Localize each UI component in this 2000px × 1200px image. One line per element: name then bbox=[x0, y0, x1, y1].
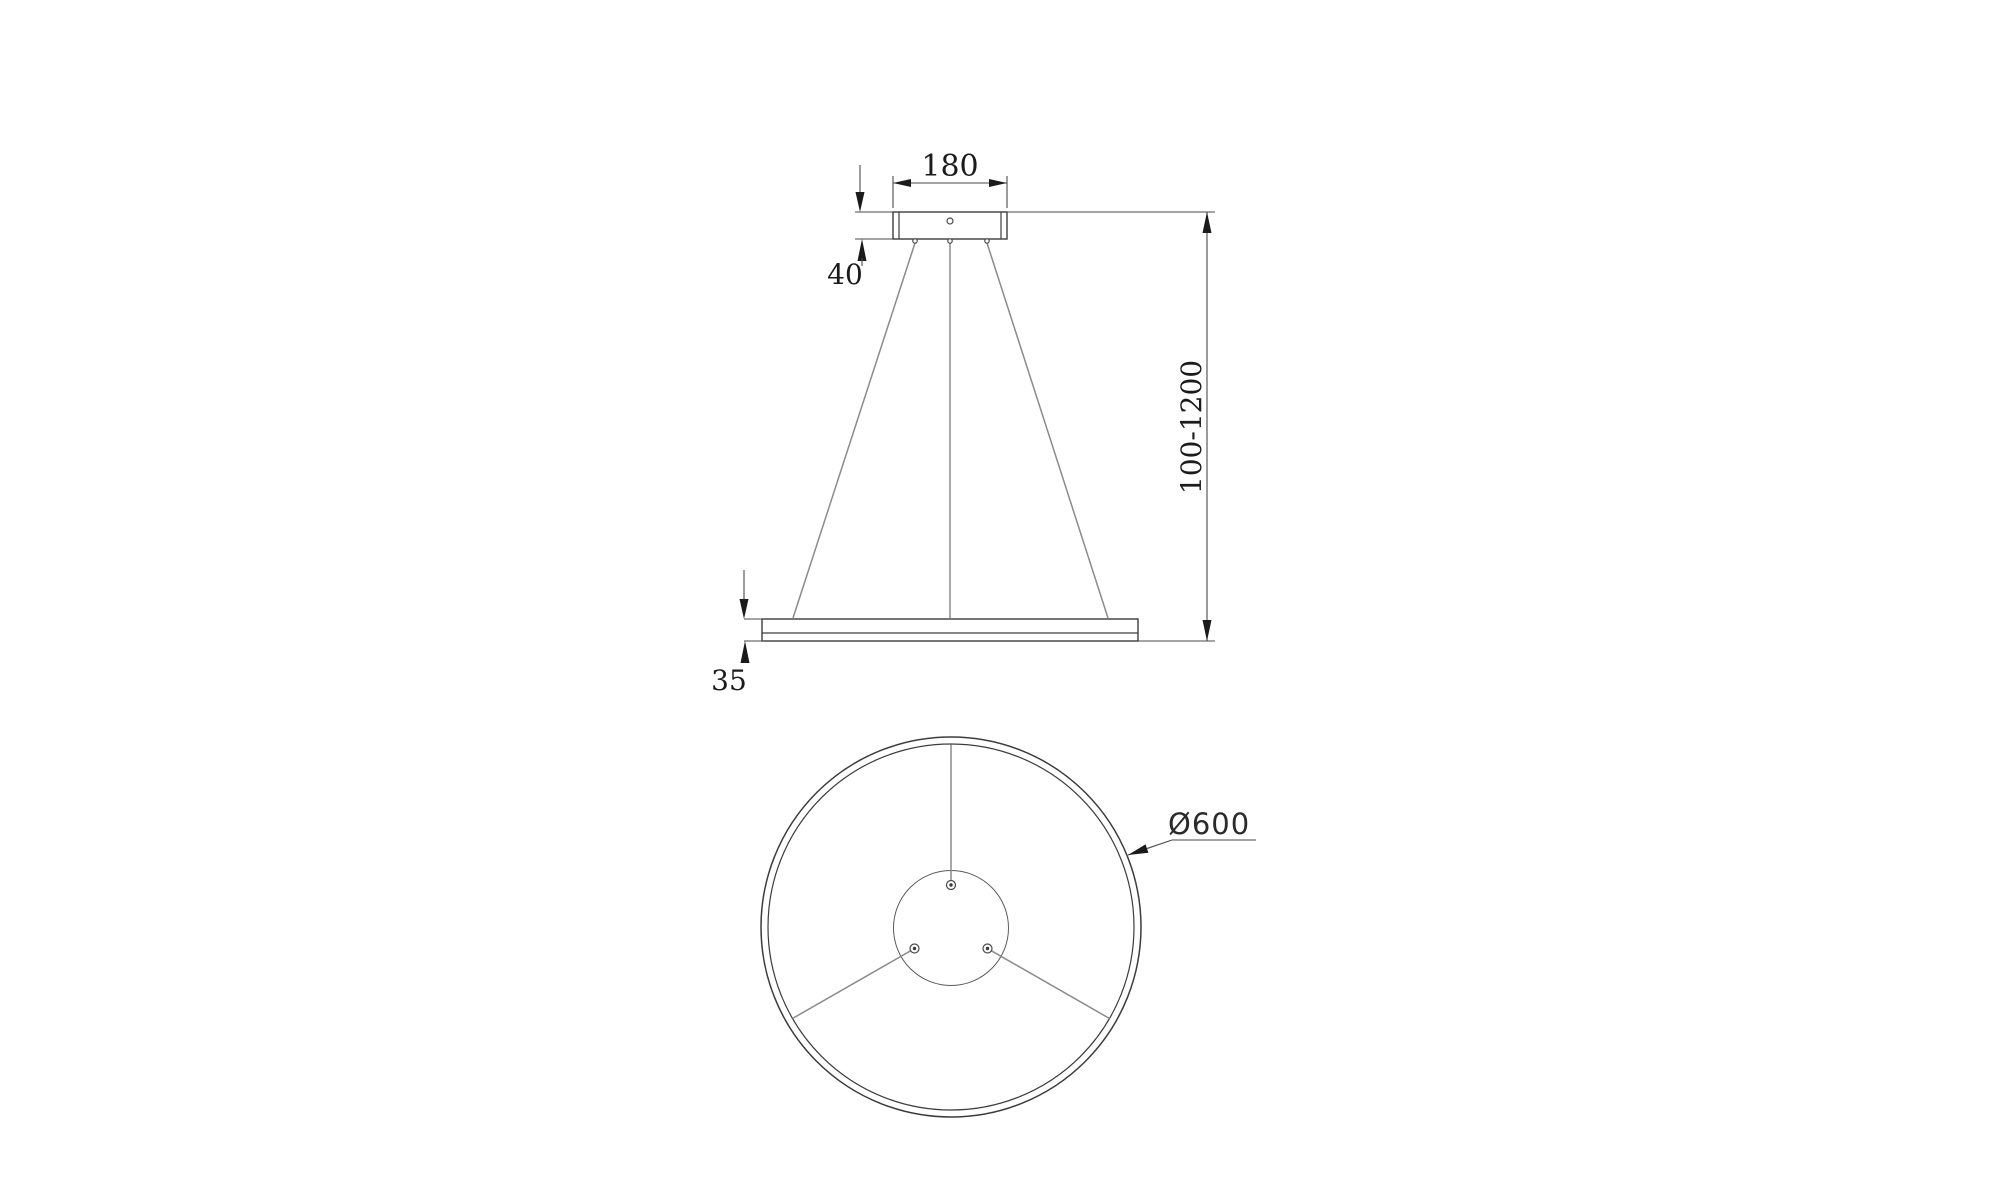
dimension-canopy-height bbox=[827, 165, 893, 291]
ring-profile bbox=[762, 619, 1138, 641]
plan-attachment-points bbox=[910, 881, 992, 954]
dimension-suspension-height bbox=[1007, 212, 1215, 641]
canopy-center-hole bbox=[947, 218, 953, 224]
spoke-bottom-left bbox=[793, 951, 911, 1019]
ring-profile-body bbox=[762, 619, 1138, 641]
suspension-wires bbox=[793, 243, 1108, 618]
side-elevation-view bbox=[711, 149, 1215, 697]
arrowhead-down bbox=[856, 192, 865, 212]
attachment-dot-top bbox=[949, 883, 952, 886]
plan-view bbox=[761, 737, 1256, 1117]
dimension-canopy-width bbox=[893, 149, 1007, 208]
ceiling-canopy bbox=[893, 212, 1007, 243]
arrowhead-right bbox=[989, 179, 1007, 187]
attachment-dot-left bbox=[913, 947, 916, 950]
suspension-wire-right bbox=[987, 243, 1108, 618]
spoke-bottom-right bbox=[991, 951, 1109, 1019]
wire-gripper-center bbox=[948, 239, 952, 243]
wire-gripper-right bbox=[985, 239, 989, 243]
arrowhead-down bbox=[1203, 620, 1212, 641]
arrowhead-up bbox=[741, 641, 750, 663]
attachment-dot-right bbox=[986, 947, 989, 950]
arrowhead-leader bbox=[1128, 844, 1148, 855]
dimension-label-suspension-height: 100-1200 bbox=[1175, 359, 1208, 495]
canopy-body bbox=[893, 212, 1007, 239]
dimension-ring-height bbox=[711, 570, 764, 697]
dimension-label-ring-height: 35 bbox=[711, 664, 747, 697]
suspension-wire-left bbox=[793, 243, 915, 618]
arrowhead-down bbox=[740, 599, 749, 619]
dimension-label-canopy-width: 180 bbox=[921, 149, 979, 184]
wire-gripper-left bbox=[913, 239, 917, 243]
arrowhead-up bbox=[1203, 212, 1212, 233]
dimension-ring-diameter bbox=[1128, 807, 1256, 855]
dimension-label-ring-diameter: Ø600 bbox=[1168, 807, 1251, 841]
dimension-label-canopy-height: 40 bbox=[827, 258, 863, 291]
arrowhead-left bbox=[893, 179, 911, 187]
